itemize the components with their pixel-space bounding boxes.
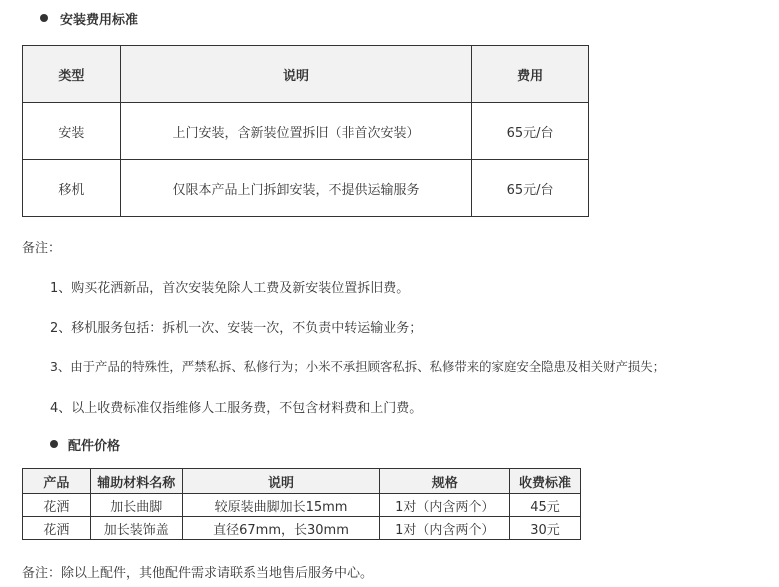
header-cell: 收费标准 <box>510 469 581 494</box>
section-title: 安装费用标准 <box>60 12 139 28</box>
table-cell: 上门安装，含新装位置拆旧（非首次安装） <box>120 103 471 160</box>
bullet-icon <box>50 440 58 448</box>
table-row <box>23 103 589 160</box>
table-cell: 加长装饰盖 <box>90 517 182 540</box>
table-cell: 直径67mm，长30mm <box>182 517 380 540</box>
table-cell: 65元/台 <box>472 160 589 217</box>
table-cell: 较原装曲脚加长15mm <box>182 494 380 517</box>
table-cell: 65元/台 <box>472 103 589 160</box>
table-row <box>23 517 581 540</box>
notes-label: 备注： <box>22 241 62 256</box>
header-cell: 说明 <box>120 46 471 103</box>
footer-note: 备注：除以上配件，其他配件需求请联系当地售后服务中心。 <box>22 566 374 581</box>
header-cell: 费用 <box>472 46 589 103</box>
table-cell: 30元 <box>510 517 581 540</box>
header-cell: 辅助材料名称 <box>90 469 182 494</box>
header-cell: 类型 <box>23 46 121 103</box>
table-header-row <box>23 46 589 103</box>
note-item: 3、由于产品的特殊性，严禁私拆、私修行为；小米不承担顾客私拆、私修带来的家庭安全隐患及相关财产损失； <box>50 359 666 374</box>
header-cell: 说明 <box>182 469 380 494</box>
bullet-icon <box>40 14 48 22</box>
table-cell: 花洒 <box>23 517 91 540</box>
table-header-row <box>23 469 581 494</box>
table-cell: 1对（内含两个） <box>380 517 510 540</box>
parts-price-table <box>22 468 581 540</box>
table-cell: 45元 <box>510 494 581 517</box>
note-item: 2、移机服务包括：拆机一次、安装一次，不负责中转运输业务； <box>50 321 423 336</box>
section-title: 配件价格 <box>68 438 121 454</box>
table-cell: 安装 <box>23 103 121 160</box>
section-heading-install-fees <box>40 8 138 28</box>
header-cell: 产品 <box>23 469 91 494</box>
note-item: 4、以上收费标准仅指维修人工服务费，不包含材料费和上门费。 <box>50 401 423 416</box>
section-heading-parts-prices <box>50 434 120 454</box>
table-cell: 花洒 <box>23 494 91 517</box>
table-row <box>23 160 589 217</box>
table-cell: 移机 <box>23 160 121 217</box>
table-cell: 1对（内含两个） <box>380 494 510 517</box>
table-cell: 加长曲脚 <box>90 494 182 517</box>
install-fee-table <box>22 45 589 217</box>
table-cell: 仅限本产品上门拆卸安装，不提供运输服务 <box>120 160 471 217</box>
note-item: 1、购买花洒新品，首次安装免除人工费及新安装位置拆旧费。 <box>50 281 410 296</box>
header-cell: 规格 <box>380 469 510 494</box>
table-row <box>23 494 581 517</box>
